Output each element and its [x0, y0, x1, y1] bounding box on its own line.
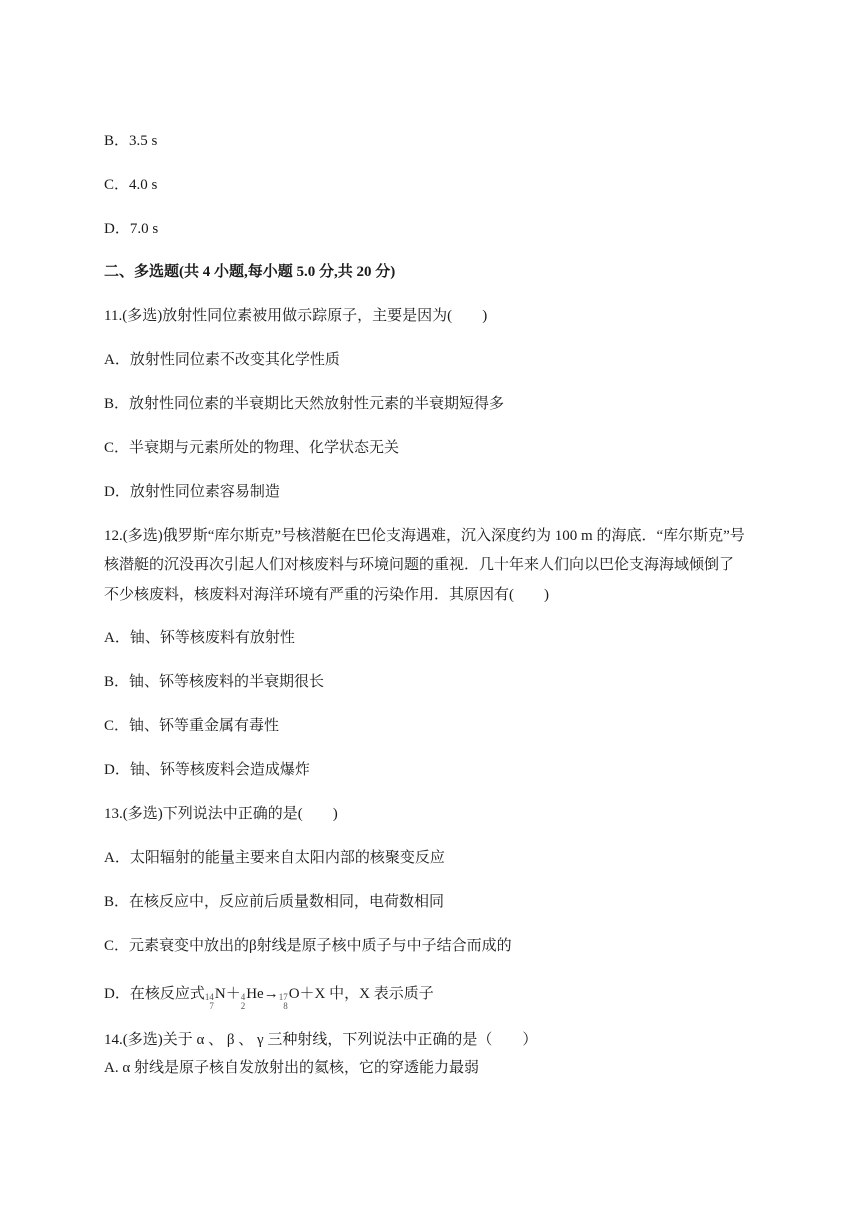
q13-option-a: A．太阳辐射的能量主要来自太阳内部的核聚变反应: [104, 850, 445, 866]
q10-option-b: B．3.5 s: [104, 133, 158, 149]
q13-option-d-prefix: D．在核反应式: [104, 986, 205, 1002]
nitrogen-isotope-label: [205, 993, 214, 1011]
helium-isotope-label: [241, 993, 246, 1011]
nitrogen-symbol: N: [214, 986, 226, 1002]
q11-option-c: C．半衰期与元素所处的物理、化学状态无关: [104, 440, 400, 456]
oxygen-isotope-label: [279, 993, 288, 1011]
q11-stem-close: ): [482, 308, 488, 324]
q13-stem: [104, 804, 338, 824]
oxygen-symbol: O: [288, 986, 300, 1002]
q12-option-a: A．铀、钚等核废料有放射性: [104, 630, 295, 646]
q12-stem-line-2: 核潜艇的沉没再次引起人们对核废料与环境问题的重视．几十年来人们向以巴伦支海海域倾倒了: [104, 557, 735, 573]
q13-stem-text: 13.(多选)下列说法中正确的是(: [104, 806, 303, 822]
reaction-arrow: →: [263, 986, 279, 1002]
q11-option-d: D．放射性同位素容易制造: [104, 484, 280, 500]
helium-charge-number: 2: [240, 1001, 246, 1011]
plus-sign: ＋: [225, 986, 241, 1002]
q10-option-c: C．4.0 s: [104, 177, 158, 193]
q12-option-b: B．铀、钚等核废料的半衰期很长: [104, 674, 325, 690]
helium-symbol: He: [246, 986, 264, 1002]
oxygen-charge-number: 8: [283, 1001, 288, 1011]
q13-stem-close: ): [332, 806, 338, 822]
q11-option-b: B．放射性同位素的半衰期比天然放射性元素的半衰期短得多: [104, 396, 505, 412]
q11-stem-text: 11.(多选)放射性同位素被用做示踪原子，主要是因为(: [104, 308, 453, 324]
q14-stem-close: ）: [522, 1032, 538, 1048]
q12-stem-text: 不少核废料，核废料对海洋环境有严重的污染作用．其原因有(: [104, 587, 514, 603]
q11-option-a: A．放射性同位素不改变其化学性质: [104, 352, 340, 368]
q14-stem-text: 14.(多选)关于 α 、 β 、 γ 三种射线，下列说法中正确的是（: [104, 1032, 493, 1048]
q14-option-a: A. α 射线是原子核自发放射出的氦核，它的穿透能力最弱: [104, 1060, 479, 1076]
q12-stem-close: ): [544, 587, 549, 603]
nitrogen-charge-number: 7: [209, 1001, 214, 1011]
q13-option-d: [104, 984, 434, 1011]
q12-option-c: C．铀、钚等重金属有毒性: [104, 718, 280, 734]
q14-stem: [104, 1030, 537, 1050]
q11-stem: [104, 306, 487, 326]
q12-stem-line-1: 12.(多选)俄罗斯“库尔斯克”号核潜艇在巴伦支海遇难，沉入深度约为 100 m 的海底．“库尔斯克”号: [104, 528, 745, 544]
section-heading-multiple-choice: 二、多选题(共 4 小题,每小题 5.0 分,共 20 分): [104, 264, 396, 280]
q12-stem-line-3: [104, 585, 549, 605]
q12-option-d: D．铀、钚等核废料会造成爆炸: [104, 762, 310, 778]
q10-option-d: D．7.0 s: [104, 221, 159, 237]
helium-mass-number: 4: [240, 992, 246, 1002]
nitrogen-mass-number: 14: [204, 992, 214, 1002]
q13-option-c: C．元素衰变中放出的β射线是原子核中质子与中子结合而成的: [104, 938, 512, 954]
q13-option-b: B．在核反应中，反应前后质量数相同，电荷数相同: [104, 894, 445, 910]
q13-option-d-suffix: ＋X 中，X 表示质子: [299, 986, 434, 1002]
oxygen-mass-number: 17: [278, 992, 288, 1002]
